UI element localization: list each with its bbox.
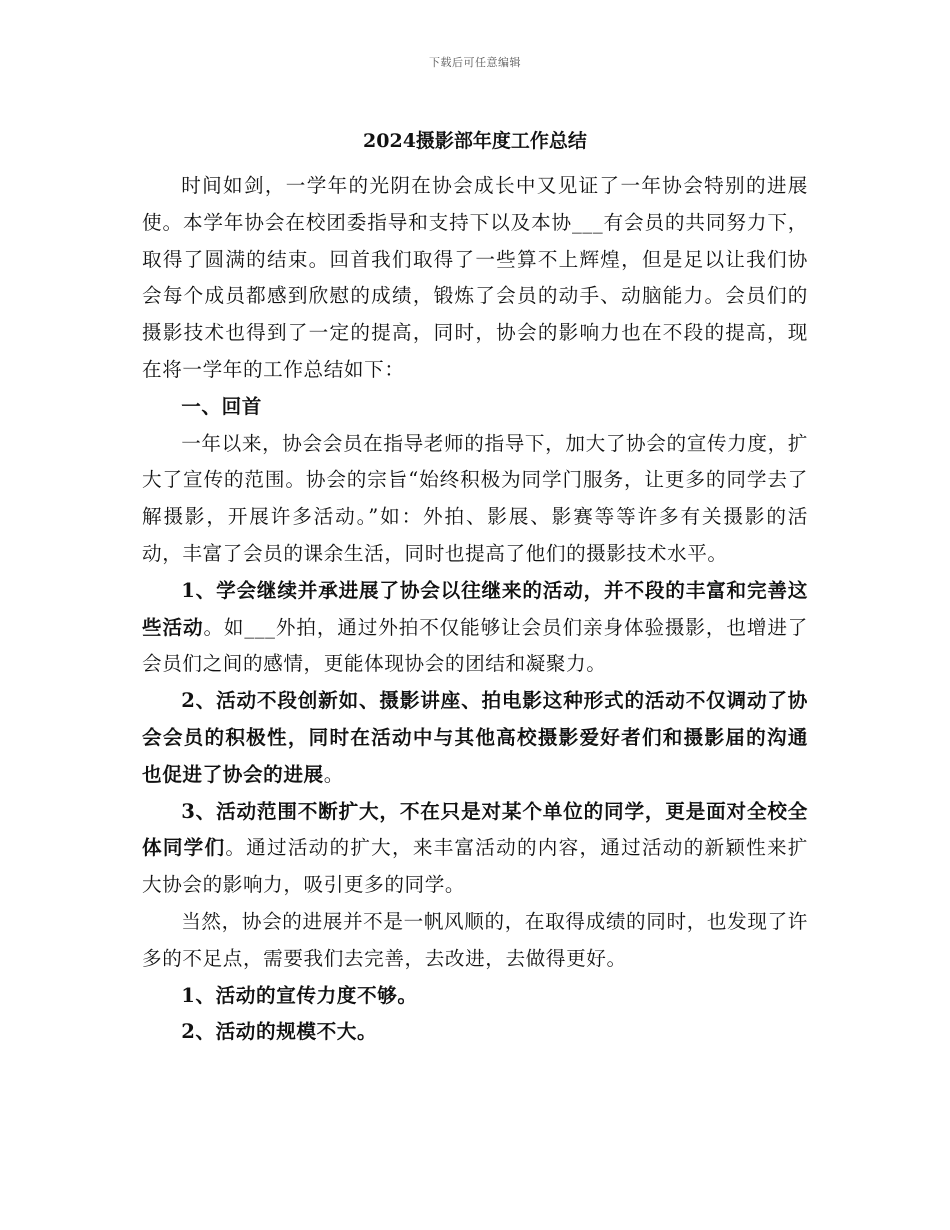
section-heading-review xyxy=(142,389,808,426)
paragraph-point-1 xyxy=(142,573,808,683)
paragraph-point-2 xyxy=(142,683,808,793)
paragraph-lead: 一、回首 xyxy=(181,394,262,418)
header-note: 下载后可任意编辑 xyxy=(429,56,521,69)
paragraph-lead: 3、活动范围不断扩大，不在只是对某个单位的同学，更是面对全校全体同学们 xyxy=(142,799,808,860)
document-title: 2024摄影部年度工作总结 xyxy=(363,130,587,152)
paragraph-text: 。通过活动的扩大，来丰富活动的内容，通过活动的新颖性来扩大协会的影响力，吸引更多的同学。 xyxy=(142,836,808,897)
paragraph-intro xyxy=(142,168,808,389)
paragraph-shortcoming-2 xyxy=(142,1014,808,1051)
paragraph-shortcoming-1 xyxy=(142,978,808,1015)
paragraph-lead: 2、活动的规模不大。 xyxy=(181,1020,378,1044)
paragraph-text: 。如___外拍，通过外拍不仅能够让会员们亲身体验摄影，也增进了会员们之间的感情，更能体现协会的团结和凝聚力。 xyxy=(142,615,808,676)
paragraph-lead: 2、活动不段创新如、摄影讲座、拍电影这种形式的活动不仅调动了协会会员的积极性，同时在活动中与其他高校摄影爱好者们和摄影届的沟通也促进了协会的进展 xyxy=(142,689,808,786)
paragraph-text: 一年以来，协会会员在指导老师的指导下，加大了协会的宣传力度，扩大了宣传的范围。协会的宗旨“始终积极为同学门服务，让更多的同学去了解摄影，开展许多活动。”如：外拍、影展、影赛等等许多有关摄影的活动，丰富了会员的课余生活，同时也提高了他们的摄影技术水平。 xyxy=(142,431,808,565)
paragraph-review xyxy=(142,426,808,573)
paragraph-lead: 1、活动的宣传力度不够。 xyxy=(181,983,418,1007)
paragraph-shortcomings xyxy=(142,904,808,978)
paragraph-text: 时间如剑，一学年的光阴在协会成长中又见证了一年协会特别的进展使。本学年协会在校团委指导和支持下以及本协___有会员的共同努力下，取得了圆满的结束。回首我们取得了一些算不上辉煌，但是足以让我们协会每个成员都感到欣慰的成绩，锻炼了会员的动手、动脑能力。会员们的摄影技术也得到了一定的提高，同时，协会的影响力也在不段的提高，现在将一学年的工作总结如下： xyxy=(142,174,808,381)
paragraph-lead: 1、学会继续并承进展了协会以往继来的活动，并不段的丰富和完善这些活动 xyxy=(142,578,808,639)
paragraph-text: 当然，协会的进展并不是一帆风顺的，在取得成绩的同时，也发现了许多的不足点，需要我们去完善，去改进，去做得更好。 xyxy=(142,909,808,970)
document-body xyxy=(142,168,808,1051)
paragraph-text: 。 xyxy=(323,762,344,786)
paragraph-point-3 xyxy=(142,794,808,904)
